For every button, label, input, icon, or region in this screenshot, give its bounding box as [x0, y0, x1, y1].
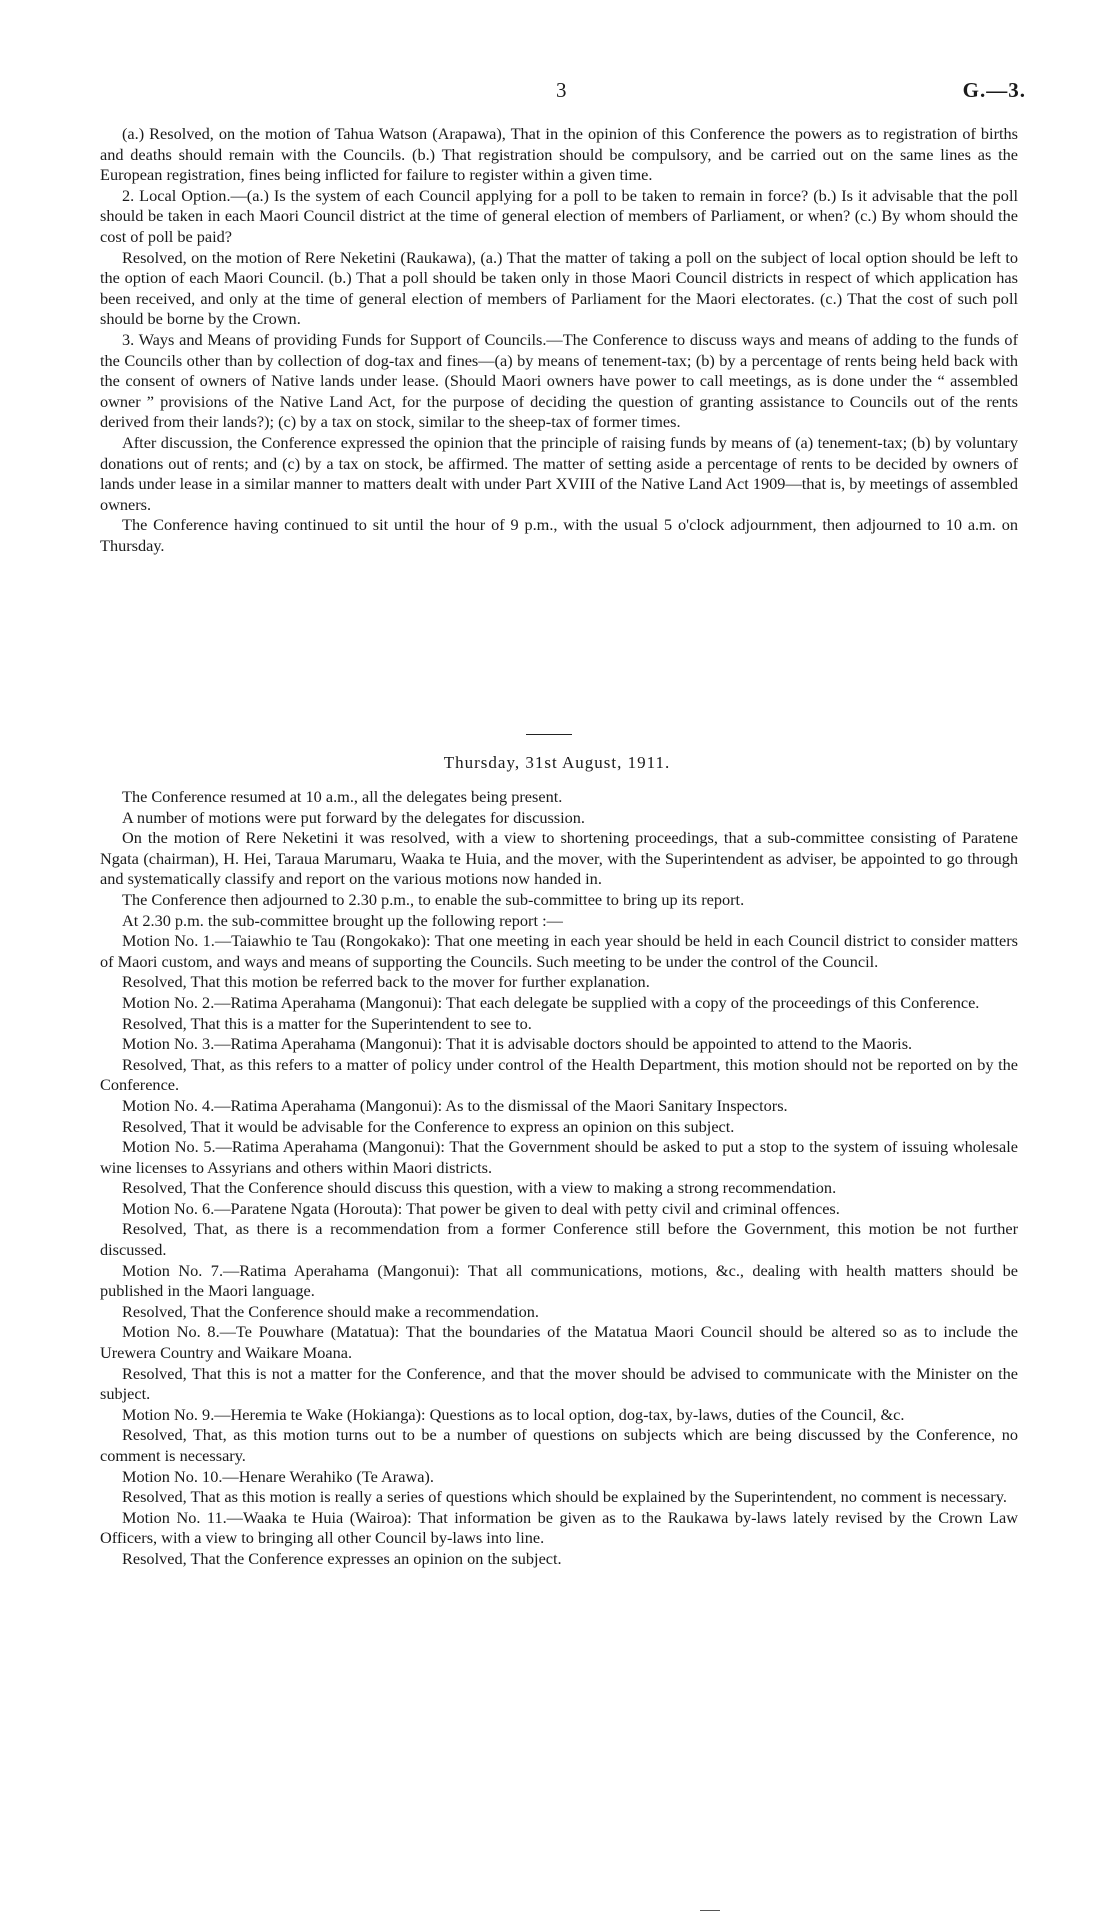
document-reference: G.—3.: [962, 78, 1026, 102]
paragraph: (a.) Resolved, on the motion of Tahua Watson (Arapawa), That in the opinion of this Conference the powers as to registration of births and deaths should remain with the Councils. (b.) That registration should be compulsory, and be carried out on the same lines as the European registration, fines being inflicted for failure to register within a given time.: [100, 124, 1018, 185]
motion-paragraph: Motion No. 3.—Ratima Aperahama (Mangonui): That it is advisable doctors should be appointed to attend to the Maoris.: [122, 1034, 913, 1054]
date-heading: Thursday, 31st August, 1911.: [443, 753, 671, 772]
motion-paragraph: Motion No. 6.—Paratene Ngata (Horouta): That power be given to deal with petty civil and criminal offences.: [122, 1198, 840, 1218]
motion-paragraph: Motion No. 11.—Waaka te Huia (Wairoa): That information be given as to the Raukawa by-laws lately revised by the Crown Law Officers, with a view to bringing all other Council by-laws into line.: [100, 1507, 1018, 1548]
motion-paragraph: Motion No. 1.—Taiawhio te Tau (Rongokako): That one meeting in each year should be held in each Council district to consider matters of Maori custom, and ways and means of supporting the Councils. Such meeting to be under the control of the Council.: [100, 931, 1018, 971]
page-number: 3: [556, 78, 567, 102]
paragraph: After discussion, the Conference expressed the opinion that the principle of raising funds by means of (a) tenement-tax; (b) by voluntary donations out of rents; and (c) by a tax on stock, be affirmed. The matter of setting aside a percentage of rents to be decided by owners of lands under lease in a similar manner to matters dealt with under Part XVIII of the Native Land Act 1909—that is, by meetings of assembled owners.: [100, 432, 1018, 514]
paragraph: The Conference then adjourned to 2.30 p.m., to enable the sub-committee to bring up its report.: [122, 889, 745, 909]
resolution-paragraph: Resolved, That this is a matter for the Superintendent to see to.: [122, 1013, 532, 1033]
motion-paragraph: Motion No. 9.—Heremia te Wake (Hokianga): Questions as to local option, dog-tax, by-laws, duties of the Council, &c.: [122, 1404, 905, 1424]
motion-paragraph: Motion No. 2.—Ratima Aperahama (Mangonui): That each delegate be supplied with a copy of the proceedings of this Conference.: [122, 992, 980, 1012]
paragraph: The Conference resumed at 10 a.m., all the delegates being present.: [122, 787, 563, 806]
paragraph: On the motion of Rere Neketini it was resolved, with a view to shortening proceedings, that a sub-committee consisting of Paratene Ngata (chairman), H. Hei, Taraua Marumaru, Waaka te Huia, and the mover, with the Superintendent as adviser, be appointed to go through and systematically classify and report on the various motions now handed in.: [100, 828, 1018, 889]
motion-paragraph: Motion No. 10.—Henare Werahiko (Te Arawa).: [122, 1466, 434, 1486]
section-wednesday-proceedings: [100, 124, 1018, 556]
resolution-paragraph: Resolved, That, as there is a recommendation from a former Conference still before the Government, this motion be not further discussed.: [100, 1219, 1018, 1260]
resolution-paragraph: Resolved, That, as this refers to a matter of policy under control of the Health Department, this motion should not be reported on by the Conference.: [100, 1054, 1018, 1095]
motion-paragraph: Motion No. 5.—Ratima Aperahama (Mangonui): That the Government should be asked to put a stop to the system of issuing wholesale wine licenses to Assyrians and others within Maori districts.: [100, 1137, 1018, 1177]
paragraph: 2. Local Option.—(a.) Is the system of each Council applying for a poll to be taken to remain in force? (b.) Is it advisable that the poll should be taken in each Maori Council district at the time of general election of members of Parliament, or when? (c.) By whom should the cost of poll be paid?: [100, 185, 1018, 246]
paragraph: Resolved, on the motion of Rere Neketini (Raukawa), (a.) That the matter of taking a poll on the subject of local option should be left to the option of each Maori Council. (b.) That a poll should be taken only in those Maori Council districts in respect of which application has been received, and only at the time of general election of members of Parliament for the Maori electorates. (c.) That the cost of such poll should be borne by the Crown.: [100, 247, 1018, 329]
resolution-paragraph: Resolved, That this motion be referred back to the mover for further explanation.: [122, 972, 650, 992]
resolution-paragraph: Resolved, That the Conference expresses an opinion on the subject.: [122, 1548, 562, 1568]
paragraph: At 2.30 p.m. the sub-committee brought up the following report :—: [122, 910, 563, 930]
section-thursday-proceedings: [100, 787, 1018, 1570]
motion-paragraph: Motion No. 7.—Ratima Aperahama (Mangonui): That all communications, motions, &c., dealing with health matters should be published in the Maori language.: [100, 1260, 1018, 1301]
resolution-paragraph: Resolved, That this is not a matter for the Conference, and that the mover should be advised to communicate with the Minister on the subject.: [100, 1363, 1018, 1404]
resolution-paragraph: Resolved, That it would be advisable for the Conference to express an opinion on this subject.: [122, 1116, 735, 1136]
motion-paragraph: Motion No. 4.—Ratima Aperahama (Mangonui): As to the dismissal of the Maori Sanitary Inspectors.: [122, 1095, 788, 1115]
resolution-paragraph: Resolved, That the Conference should discuss this question, with a view to making a strong recommendation.: [122, 1178, 837, 1198]
resolution-paragraph: Resolved, That, as this motion turns out to be a number of questions on subjects which are being discussed by the Conference, no comment is necessary.: [100, 1425, 1018, 1465]
resolution-paragraph: Resolved, That as this motion is really a series of questions which should be explained by the Superintendent, no comment is necessary.: [122, 1487, 1007, 1507]
page-footer-mark: [700, 1910, 720, 1911]
motion-paragraph: Motion No. 8.—Te Pouwhare (Matatua): That the boundaries of the Matatua Maori Council should be altered so as to include the Urewera Country and Waikare Moana.: [100, 1322, 1018, 1363]
section-divider: [526, 734, 572, 735]
paragraph: The Conference having continued to sit until the hour of 9 p.m., with the usual 5 o'clock adjournment, then adjourned to 10 a.m. on Thursday.: [100, 515, 1018, 555]
resolution-paragraph: Resolved, That the Conference should make a recommendation.: [122, 1301, 540, 1321]
paragraph: A number of motions were put forward by the delegates for discussion.: [122, 807, 586, 827]
paragraph: 3. Ways and Means of providing Funds for Support of Councils.—The Conference to discuss ways and means of adding to the funds of the Councils other than by collection of dog-tax and fines—(a) by means of tenement-tax; (b) by a percentage of rents being held back with the consent of owners of Native lands under lease. (Should Maori owners have power to call meetings, as is done under the “ assembled owner ” provisions of the Native Land Act, for the purpose of deciding the question of granting assistance to Councils out of the rents derived from their lands?); (c) by a tax on stock, similar to the sheep-tax of former times.: [100, 329, 1018, 432]
